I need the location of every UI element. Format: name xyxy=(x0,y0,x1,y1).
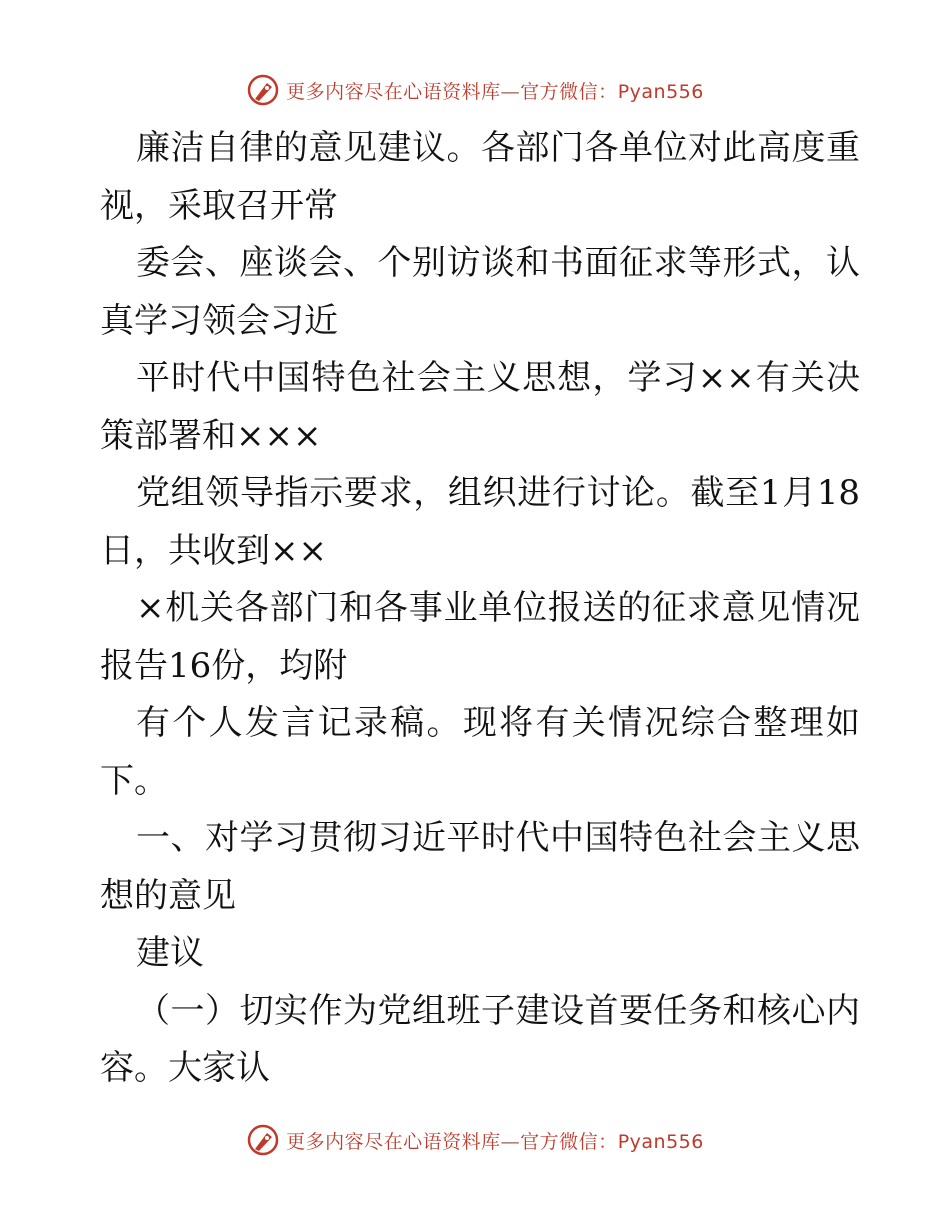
body-paragraph: ×机关各部门和各事业单位报送的征求意见情况报告16份，均附 xyxy=(100,588,860,686)
subsection-heading: （一）切实作为党组班子建设首要任务和核心内容。大家认 xyxy=(100,990,860,1088)
header-site-name: 更多内容尽在心语资料库 xyxy=(286,80,501,103)
body-paragraph: 平时代中国特色社会主义思想，学习××有关决策部署和××× xyxy=(100,358,860,456)
body-paragraph: 廉洁自律的意见建议。各部门各单位对此高度重视，采取召开常 xyxy=(100,128,860,226)
body-paragraph: 有个人发言记录稿。现将有关情况综合整理如下。 xyxy=(100,703,860,801)
footer-dash: — xyxy=(500,1130,521,1153)
footer-wechat-id: Pyan556 xyxy=(617,1130,704,1153)
body-paragraph: 党组领导指示要求，组织进行讨论。截至1月18日，共收到×× xyxy=(100,473,860,571)
page-header-banner xyxy=(0,70,950,110)
page-footer-banner xyxy=(0,1120,950,1160)
footer-wechat-label: 官方微信： xyxy=(520,1130,618,1153)
body-paragraph: 委会、座谈会、个别访谈和书面征求等形式，认真学习领会习近 xyxy=(100,243,860,341)
header-dash: — xyxy=(500,80,521,103)
section-heading: 一、对学习贯彻习近平时代中国特色社会主义思想的意见 xyxy=(100,818,860,916)
body-paragraph: 建议 xyxy=(136,933,204,973)
footer-site-name: 更多内容尽在心语资料库 xyxy=(286,1130,501,1153)
document-body xyxy=(100,120,860,1098)
header-wechat-label: 官方微信： xyxy=(520,80,618,103)
header-wechat-id: Pyan556 xyxy=(617,80,704,103)
pen-nib-logo-icon xyxy=(246,73,280,107)
footer-banner-text xyxy=(286,1127,704,1154)
header-banner-text xyxy=(286,77,704,104)
pen-nib-logo-icon xyxy=(246,1123,280,1157)
